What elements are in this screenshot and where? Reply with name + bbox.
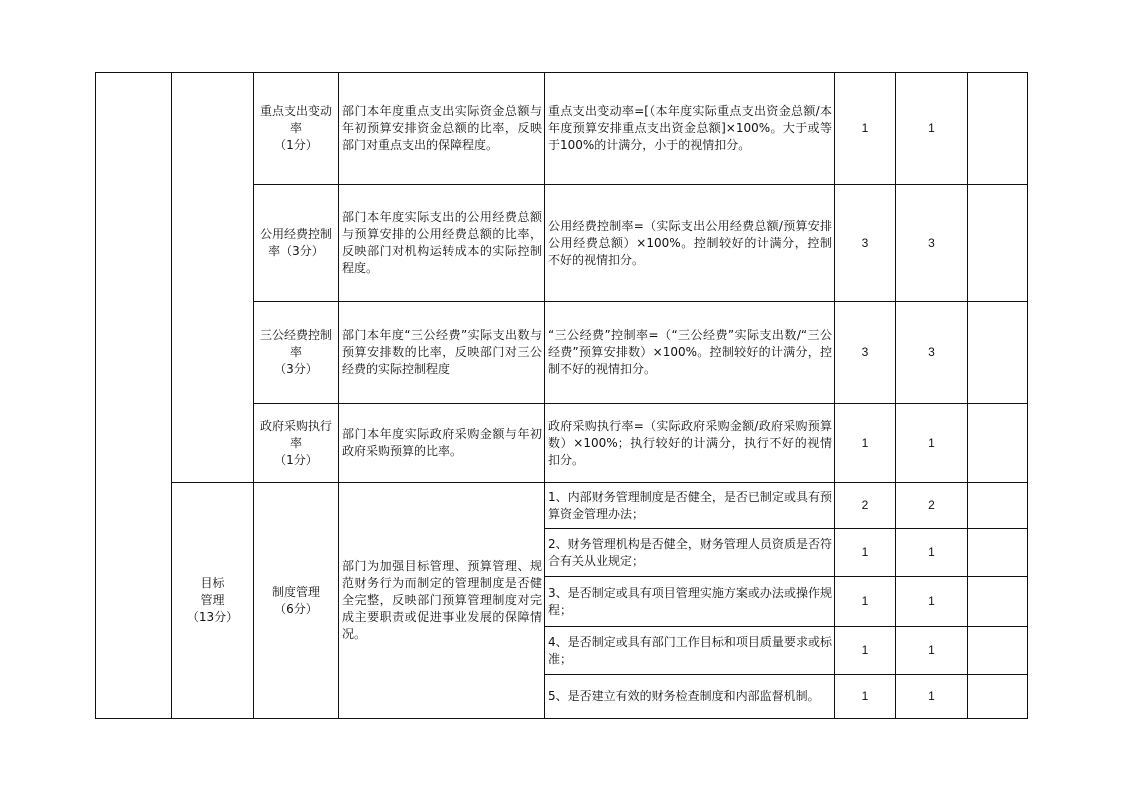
table-border-right [1027, 72, 1028, 719]
weight-cell: 3 [861, 235, 869, 250]
description-cell: 部门本年度实际支出的公用经费总额与预算安排的公用经费总额的比率，反映部门对机构运转成本的实际控制程度。 [342, 210, 542, 275]
indicator-cell: 公用经费控制 率（3分） [259, 227, 332, 258]
score-cell: 1 [928, 121, 935, 135]
description-cell: 部门本年度实际政府采购金额与年初政府采购预算的比率。 [342, 427, 542, 458]
score-cell: 1 [928, 594, 935, 608]
weight-cell: 1 [861, 643, 869, 657]
score-cell: 3 [928, 235, 935, 250]
criteria-item-cell: 3、是否制定或具有项目管理实施方案或办法或操作规程； [548, 585, 832, 617]
description-cell: 部门本年度重点支出实际资金总额与年初预算安排资金总额的比率，反映部门对重点支出的保障程度。 [342, 104, 542, 152]
score-cell: 1 [928, 689, 935, 703]
description-cell: 部门本年度“三公经费”实际支出数与预算安排数的比率，反映部门对三公经费的实际控制程度 [342, 328, 542, 376]
weight-cell: 1 [861, 121, 869, 135]
category-cell: 目标 管理 （13分） [186, 576, 239, 624]
table-border-bottom [95, 718, 1028, 719]
weight-cell: 2 [861, 498, 869, 512]
score-cell: 2 [928, 498, 935, 512]
criteria-item-cell: 1、内部财务管理制度是否健全，是否已制定或具有预算资金管理办法； [548, 489, 832, 521]
weight-cell: 1 [861, 594, 869, 608]
criteria-item-cell: 4、是否制定或具有部门工作目标和项目质量要求或标准； [548, 634, 832, 666]
description-cell: 部门为加强目标管理、预算管理、规范财务行为而制定的管理制度是否健全完整，反映部门预算管理制度对完成主要职责或促进事业发展的保障情况。 [342, 559, 542, 641]
table-border-left [95, 72, 96, 719]
criteria-item-cell: 5、是否建立有效的财务检查制度和内部监督机制。 [548, 689, 820, 703]
criteria-cell: “三公经费”控制率=（“三公经费”实际支出数/“三公经费”预算安排数）×100%。控制较好的计满分，控制不好的视情扣分。 [548, 328, 832, 376]
score-cell: 1 [928, 643, 935, 657]
indicator-cell: 重点支出变动 率 （1分） [259, 104, 332, 152]
indicator-cell: 制度管理 （6分） [271, 584, 320, 616]
score-cell: 3 [928, 345, 935, 359]
score-cell: 1 [928, 435, 935, 450]
indicator-cell: 政府采购执行 率 （1分） [259, 418, 332, 467]
criteria-item-cell: 2、财务管理机构是否健全，财务管理人员资质是否符合有关从业规定； [548, 536, 832, 568]
weight-cell: 3 [861, 345, 869, 359]
indicator-cell: 三公经费控制 率 （3分） [259, 328, 332, 376]
criteria-cell: 重点支出变动率=[（本年度实际重点支出资金总额/本年度预算安排重点支出资金总额]×100%。大于或等于100%的计满分，小于的视情扣分。 [548, 104, 832, 152]
column-divider [967, 72, 968, 719]
weight-cell: 1 [861, 545, 869, 559]
weight-cell: 1 [861, 689, 869, 703]
criteria-cell: 政府采购执行率=（实际政府采购金额/政府采购预算数）×100%；执行较好的计满分，执行不好的视情扣分。 [548, 418, 832, 467]
weight-cell: 1 [861, 435, 869, 450]
score-cell: 1 [928, 545, 935, 559]
criteria-cell: 公用经费控制率=（实际支出公用经费总额/预算安排公用经费总额）×100%。控制较好的计满分，控制不好的视情扣分。 [548, 218, 832, 267]
